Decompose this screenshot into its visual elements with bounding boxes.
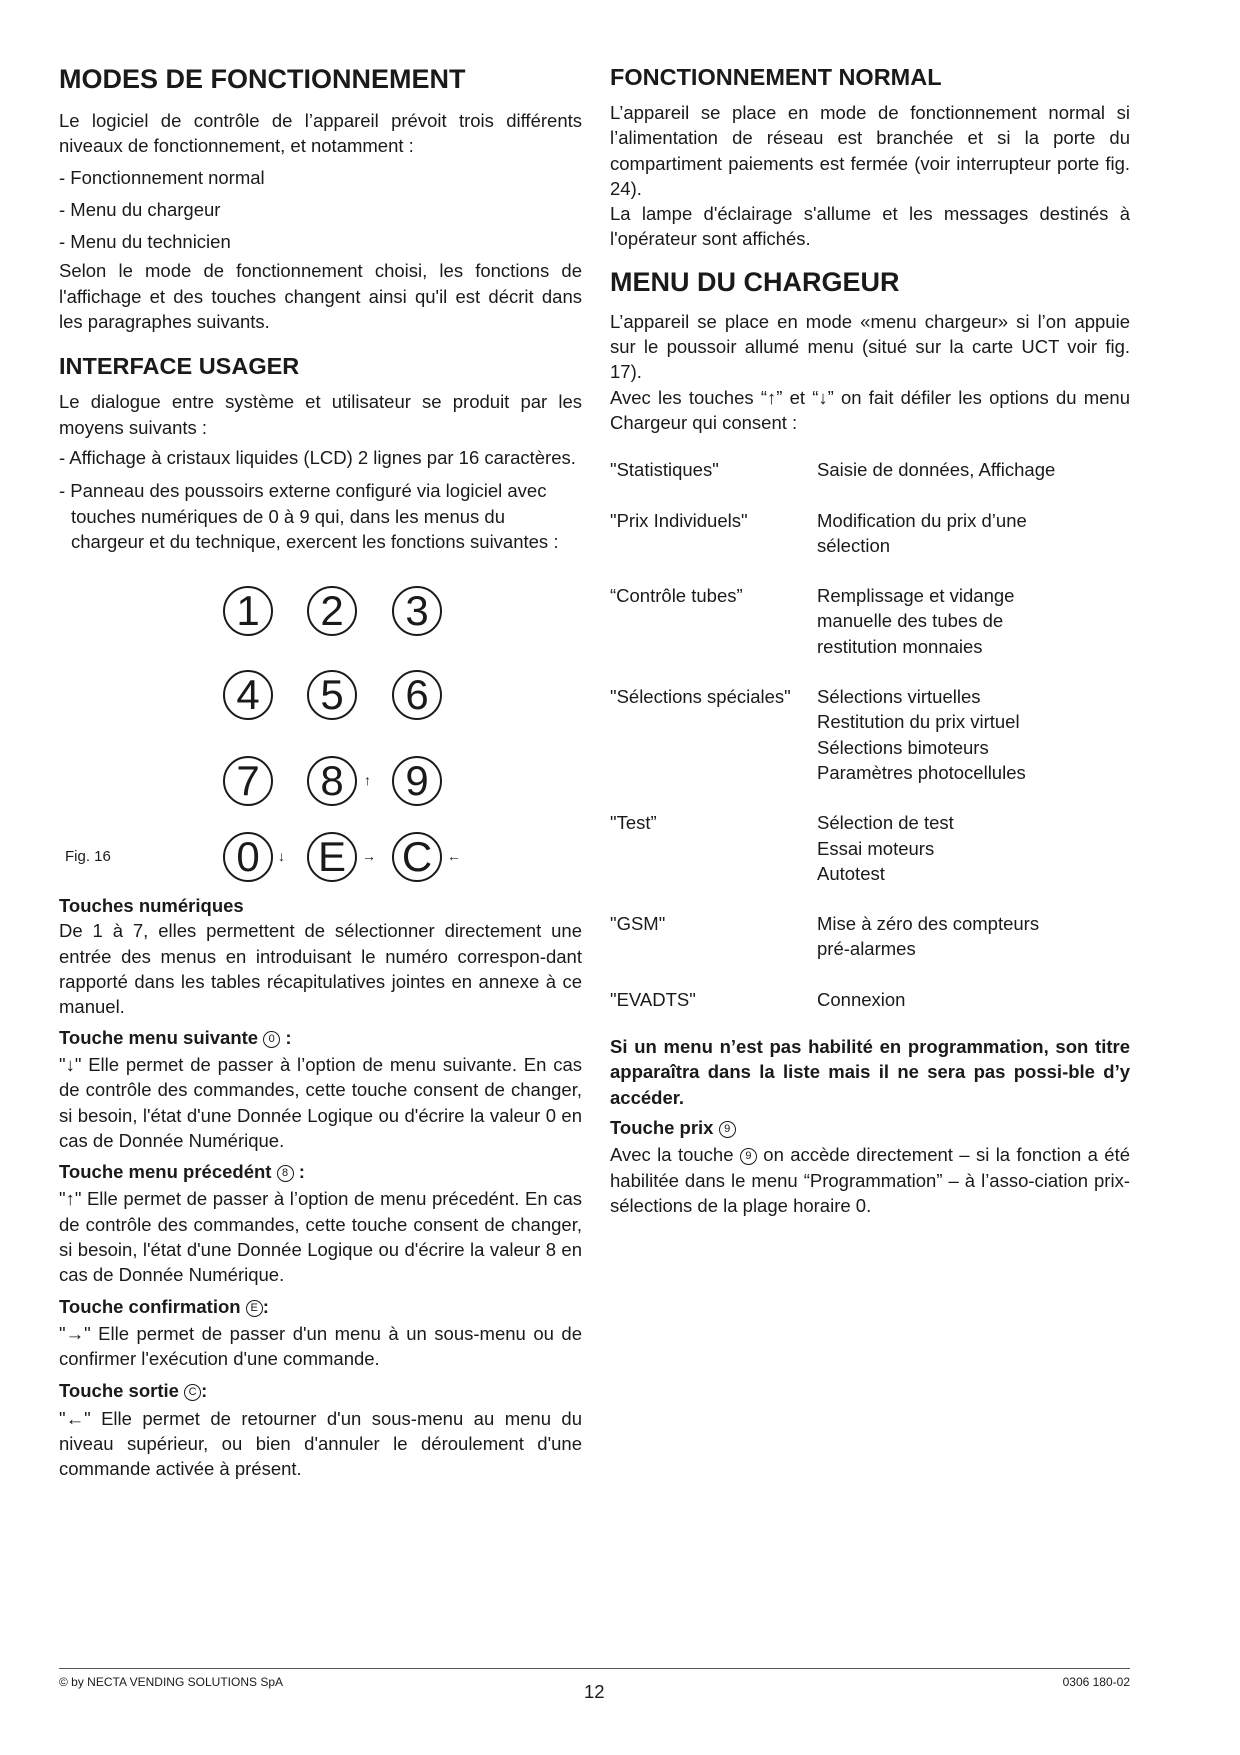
page-footer: [59, 1668, 1130, 1702]
page-number: 12: [584, 1681, 605, 1702]
intro-paragraph: Le logiciel de contrôle de l’appareil prévoit trois différents niveaux de fonctionnement, et notamment :: [59, 110, 582, 157]
footer-copyright: © by NECTA VENDING SOLUTIONS SpA: [59, 1675, 284, 1689]
desc-line: restitution monnaies: [817, 635, 983, 657]
exit-key-text: "←" Elle permet de retourner d'un sous-menu au menu du niveau supérieur, ou bien d'annuler le déroulement d'une commande activée à présent.: [59, 1407, 582, 1480]
price-key-label: Touche prix: [610, 1116, 714, 1138]
desc-line: Restitution du prix virtuel: [817, 711, 1020, 733]
desc-line: Sélections virtuelles: [817, 686, 981, 708]
keypad-figure: [59, 566, 582, 881]
key-8-icon: 8: [277, 1165, 294, 1182]
desc-line: Mise à zéro des compteurs: [817, 913, 1040, 935]
arrow-down-icon: ↓: [278, 848, 285, 865]
document-code: 0306 180-02: [1062, 1675, 1130, 1689]
section-title-interface: INTERFACE USAGER: [59, 353, 300, 380]
modes-description: Selon le mode de fonctionnement choisi, les fonctions de l'affichage et des touches changent ainsi qu'il est décrit dans les paragraphes suivants.: [59, 260, 582, 333]
menu-option-name: "Prix Individuels": [610, 509, 748, 531]
key-0-icon: 0: [263, 1031, 280, 1048]
mode-item: - Menu du technicien: [59, 231, 231, 253]
right-column: [610, 62, 1130, 1218]
table-row: [610, 684, 1130, 785]
price-key-title: [610, 1115, 1130, 1140]
table-row: [610, 508, 1130, 559]
key-c-icon: C: [184, 1384, 201, 1401]
desc-line: sélection: [817, 534, 891, 556]
key-e-icon: E: [246, 1300, 263, 1317]
menu-option-desc: [817, 684, 1130, 785]
desc-line: pré-alarmes: [817, 938, 916, 960]
menu-option-name: “Contrôle tubes”: [610, 585, 743, 607]
prev-key-suffix: :: [293, 1161, 305, 1183]
desc-line: Sélections bimoteurs: [817, 736, 989, 758]
price-key-text: [610, 1142, 1130, 1218]
key-7: 7: [223, 756, 273, 806]
next-key-text: "↓" Elle permet de passer à l’option de menu suivante. En cas de contrôle des commandes, cette touche consent de changer, si besoin, l'état d'une Donnée Logique ou d'écrire la valeur 0 en cas de Donnée Numérique.: [59, 1053, 582, 1151]
key-1: 1: [223, 586, 273, 636]
menu-option-desc: [817, 583, 1130, 659]
key-9-icon: 9: [719, 1121, 736, 1138]
confirm-key-suffix: :: [262, 1295, 269, 1317]
table-row: [610, 911, 1130, 962]
table-row: [610, 457, 1130, 482]
menu-option-name: "Test”: [610, 812, 657, 834]
table-row: [610, 987, 1130, 1012]
prev-key-label: Touche menu précedént: [59, 1161, 272, 1183]
mode-item: - Fonctionnement normal: [59, 166, 265, 188]
key-9-inline-icon: 9: [740, 1148, 757, 1165]
interface-item-keypad: - Panneau des poussoirs externe configuré via logiciel avec touches numériques de 0 à 9 qui, dans les menus du chargeur et du technique, exercent les fonctions suivantes :: [59, 480, 559, 552]
prev-key-title: [59, 1159, 582, 1184]
section-title-modes: MODES DE FONCTIONNEMENT: [59, 64, 466, 94]
menu-option-desc: [817, 810, 1130, 886]
exit-key-label: Touche sortie: [59, 1379, 179, 1401]
confirm-key-title: [59, 1294, 582, 1319]
menu-option-desc: [817, 987, 1130, 1012]
section-title-normal: FONCTIONNEMENT NORMAL: [610, 64, 942, 90]
desc-line: Sélection de test: [817, 812, 954, 834]
key-6: 6: [392, 670, 442, 720]
menu-option-name: "GSM": [610, 913, 666, 935]
mode-item: - Menu du chargeur: [59, 198, 221, 220]
arrow-up-icon: ↑: [364, 772, 371, 789]
desc-line: Connexion: [817, 988, 906, 1010]
exit-key-title: [59, 1378, 582, 1403]
desc-line: Autotest: [817, 862, 885, 884]
desc-line: Essai moteurs: [817, 837, 935, 859]
desc-line: manuelle des tubes de: [817, 610, 1004, 632]
arrow-right-icon: →: [362, 848, 376, 865]
interface-intro: Le dialogue entre système et utilisateur se produit par les moyens suivants :: [59, 391, 582, 438]
arrow-left-icon: ←: [447, 848, 461, 865]
menu-paragraph-2: Avec les touches “↑” et “↓” on fait défiler les options du menu Chargeur qui consent :: [610, 386, 1130, 433]
next-key-label: Touche menu suivante: [59, 1026, 259, 1048]
menu-paragraph-1: L’appareil se place en mode «menu chargeur» si l’on appuie sur le poussoir allumé menu (situé sur la carte UCT voir fig. 17).: [610, 310, 1130, 383]
prev-key-text: "↑" Elle permet de passer à l’option de menu précedént. En cas de contrôle des commandes, cette touche consent de changer, si besoin, l'état d'une Donnée Logique ou d'écrire la valeur 8 en cas de Donnée Numérique.: [59, 1188, 582, 1286]
menu-option-name: "Statistiques": [610, 459, 719, 481]
menu-option-desc: [817, 457, 1130, 482]
desc-line: Paramètres photocellules: [817, 761, 1026, 783]
normal-paragraph-2: La lampe d'éclairage s'allume et les messages destinés à l'opérateur sont affichés.: [610, 203, 1130, 250]
key-4: 4: [223, 670, 273, 720]
key-5: 5: [307, 670, 357, 720]
key-0: 0: [223, 832, 273, 882]
menu-option-name: "EVADTS": [610, 988, 696, 1010]
menu-option-name: "Sélections spéciales": [610, 686, 791, 708]
normal-paragraph-1: L’appareil se place en mode de fonctionnement normal si l’alimentation de réseau est branchée et si la porte du compartiment paiements est fermée (voir interrupteur porte fig. 24).: [610, 102, 1130, 199]
next-key-title: [59, 1025, 582, 1050]
key-9: 9: [392, 756, 442, 806]
left-column: [59, 62, 582, 1482]
table-row: [610, 810, 1130, 886]
menu-option-desc: [817, 911, 1130, 962]
numeric-keys-title: Touches numériques: [59, 895, 244, 917]
confirm-key-label: Touche confirmation: [59, 1295, 241, 1317]
numeric-keys-text: De 1 à 7, elles permettent de sélectionner directement une entrée des menus en introduisant le numéro correspon-dant rapporté dans les tables récapitulatives jointes en annexe à ce manuel.: [59, 920, 582, 1018]
menu-options-table: [610, 457, 1130, 1012]
interface-item-lcd: - Affichage à cristaux liquides (LCD) 2 lignes par 16 caractères.: [59, 446, 576, 468]
desc-line: Saisie de données, Affichage: [817, 459, 1056, 481]
exit-key-suffix: :: [201, 1379, 208, 1401]
figure-caption: Fig. 16: [65, 848, 111, 866]
price-text-end: on accède directement – si la fonction a été habilitée dans le menu “Programmation” – à l’asso-ciation prix-sélections de la plage horaire 0.: [610, 1144, 1131, 1216]
price-text-start: Avec la touche: [610, 1144, 734, 1166]
key-c: C: [392, 832, 442, 882]
menu-note: Si un menu n’est pas habilité en programmation, son titre apparaîtra dans la liste mais il ne sera pas possi-ble d’y accéder.: [610, 1036, 1130, 1108]
table-row: [610, 583, 1130, 659]
section-title-chargeur: MENU DU CHARGEUR: [610, 266, 900, 297]
key-e: E: [307, 832, 357, 882]
desc-line: Modification du prix d’une: [817, 509, 1027, 531]
key-8: 8: [307, 756, 357, 806]
next-key-suffix: :: [280, 1026, 292, 1048]
key-3: 3: [392, 586, 442, 636]
menu-option-desc: [817, 508, 1130, 559]
confirm-key-text: "→" Elle permet de passer d'un menu à un sous-menu ou de confirmer l'exécution d'une commande.: [59, 1322, 582, 1370]
desc-line: Remplissage et vidange: [817, 585, 1015, 607]
key-2: 2: [307, 586, 357, 636]
